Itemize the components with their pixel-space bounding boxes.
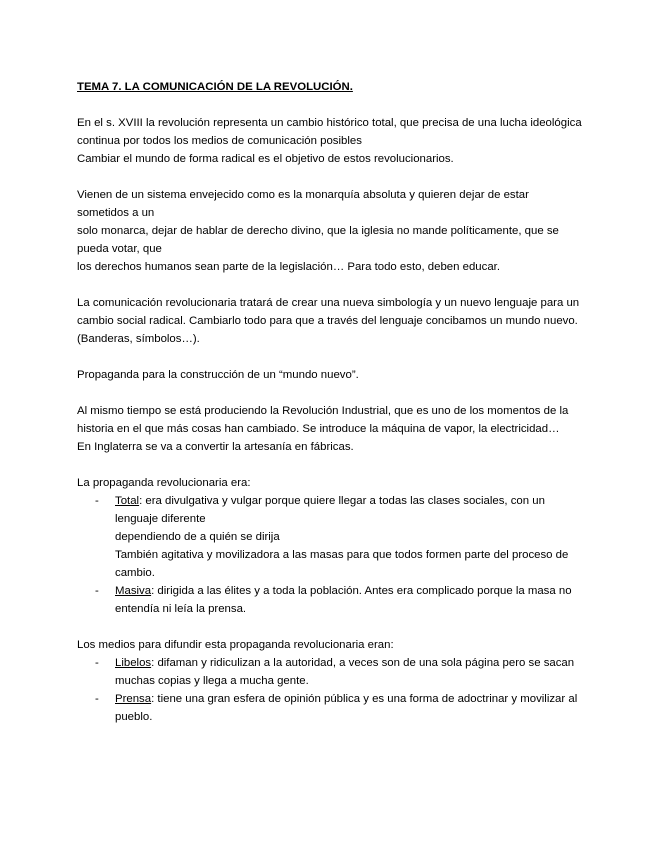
paragraph-line: Al mismo tiempo se está produciendo la Revolución Industrial, que es uno de los momentos de la historia en el que más cosas han cambiado. Se introduce la máquina de vapor, la electricidad… [77,405,569,435]
paragraph-line: los derechos humanos sean parte de la legislación… Para todo esto, deben educar. [77,261,500,273]
item-line [115,582,582,618]
list-item-prensa [77,690,582,726]
paragraph-line: solo monarca, dejar de hablar de derecho divino, que la iglesia no mande políticamente, que se pueda votar, que [77,225,559,255]
section-intro: La propaganda revolucionaria era: [77,477,251,489]
section-medios [77,636,582,726]
section-intro: Los medios para difundir esta propaganda revolucionaria eran: [77,639,394,651]
dash-bullet: - [95,693,99,705]
item-term: Total [115,495,140,507]
item-text: : era divulgativa y vulgar porque quiere llegar a todas las clases sociales, con un lenguaje diferente [115,495,545,525]
section-propaganda [77,474,582,618]
paragraph-propaganda-new-world: Propaganda para la construcción de un “mundo nuevo”. [77,369,359,381]
item-line [115,492,582,528]
item-term: Prensa [115,693,152,705]
item-line [115,654,582,690]
document-body [77,78,582,744]
paragraph-symbology: La comunicación revolucionaria tratará de crear una nueva simbología y un nuevo lenguaje para un cambio social radical. Cambiarlo todo para que a través del lenguaje concibamos un mundo nuevo. (Banderas, símbolos…). [77,297,580,345]
bullet-list [77,654,582,726]
item-line: dependiendo de a quién se dirija [115,531,280,543]
item-line [115,690,582,726]
dash-bullet: - [95,495,99,507]
paragraph-line: En el s. XVIII la revolución representa un cambio histórico total, que precisa de una lucha ideológica continua por todos los medios de comunicación posibles [77,117,582,147]
dash-bullet: - [95,585,99,597]
paragraph-intro [77,114,582,168]
item-term: Libelos [115,657,152,669]
dash-bullet: - [95,657,99,669]
paragraph-line: En Inglaterra se va a convertir la artesanía en fábricas. [77,441,354,453]
list-item-masiva [77,582,582,618]
item-line: También agitativa y movilizadora a las masas para que todos formen parte del proceso de cambio. [115,549,569,579]
item-text: : difaman y ridiculizan a la autoridad, a veces son de una sola página pero se sacan muchas copias y llega a mucha gente. [115,657,575,687]
item-term: Masiva [115,585,152,597]
item-text: : dirigida a las élites y a toda la población. Antes era complicado porque la masa no entendía ni leía la prensa. [115,585,572,615]
item-text: : tiene una gran esfera de opinión pública y es una forma de adoctrinar y movilizar al pueblo. [115,693,578,723]
list-item-libelos [77,654,582,690]
paragraph-line: Cambiar el mundo de forma radical es el objetivo de estos revolucionarios. [77,153,454,165]
page-title: TEMA 7. LA COMUNICACIÓN DE LA REVOLUCIÓN. [77,81,353,93]
list-item-total [77,492,582,582]
paragraph-monarchy [77,186,582,276]
bullet-list [77,492,582,618]
paragraph-industrial-revolution [77,402,582,456]
paragraph-line: Vienen de un sistema envejecido como es la monarquía absoluta y quieren dejar de estar sometidos a un [77,189,529,219]
